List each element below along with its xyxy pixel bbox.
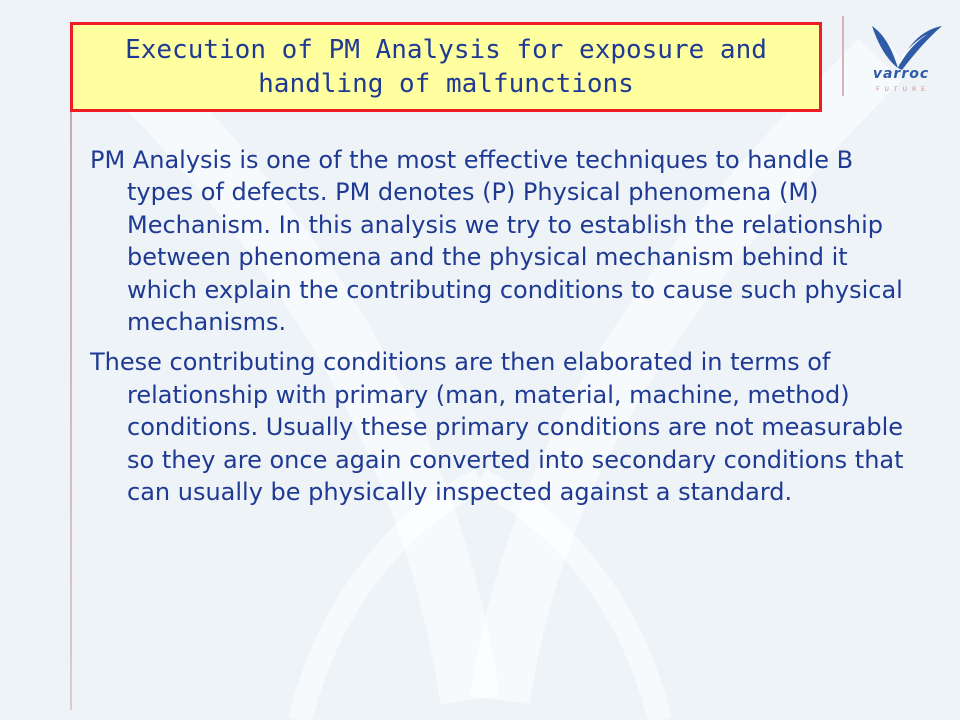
logo-brand-text: varroc [872,66,930,82]
left-divider [70,112,72,710]
slide-title: Execution of PM Analysis for exposure and handling of malfunctions [125,35,767,99]
body-paragraph-1: PM Analysis is one of the most effective techniques to handle B types of defects. PM denotes (P) Physical phenomena (M) Mechanism. In this analysis we try to establish the relationship between phenomena and the physical mechanism behind it which explain the contributing conditions to cause such physical mechanisms. [90,146,903,337]
logo-divider [842,16,844,96]
slide-body [90,144,920,516]
body-paragraph-2: These contributing conditions are then elaborated in terms of relationship with primary (man, material, machine, method) conditions. Usually these primary conditions are not measurable so they are once again converted into secondary conditions that can usually be physically inspected against a standard. [90,348,904,507]
logo-tagline: FUTURE [876,86,930,93]
slide-title-box [70,22,822,112]
